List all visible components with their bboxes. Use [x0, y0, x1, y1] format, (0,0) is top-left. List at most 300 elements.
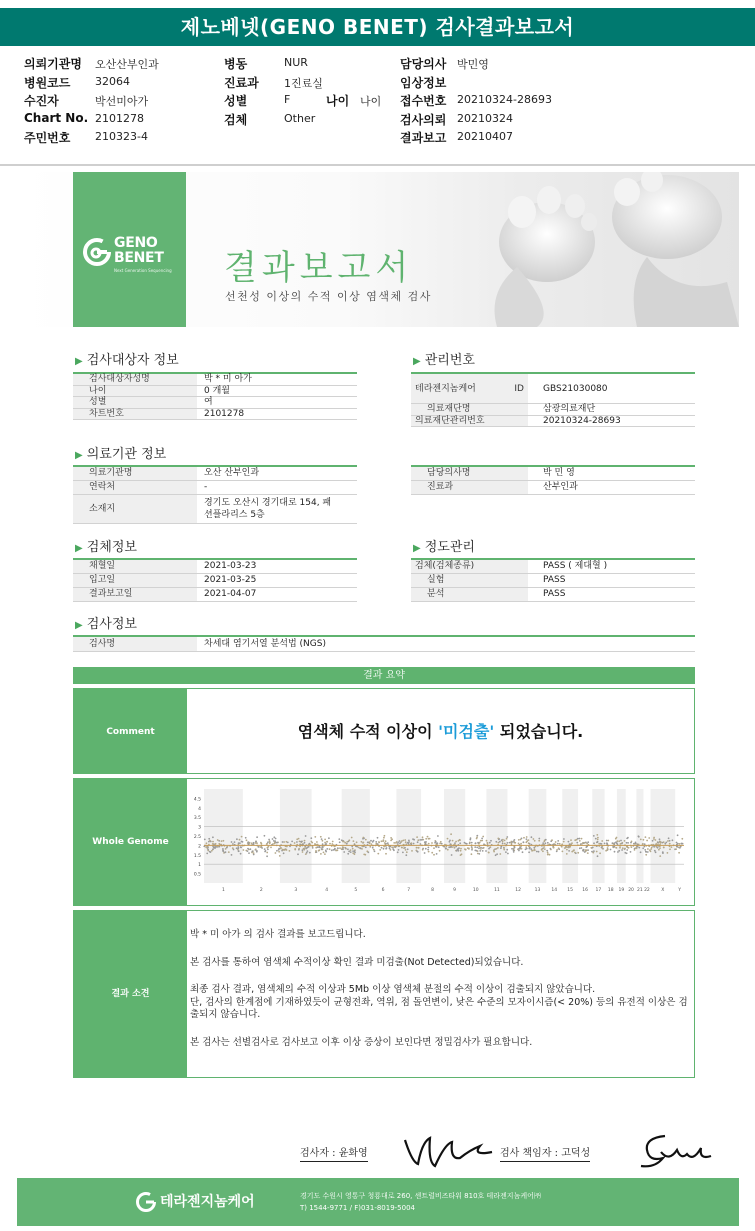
data-point — [266, 852, 268, 854]
data-point — [384, 835, 386, 837]
data-point — [640, 851, 642, 853]
data-point — [417, 841, 419, 843]
meta-value: Other — [284, 111, 316, 125]
signature-area — [300, 1132, 740, 1172]
data-point — [452, 840, 454, 842]
x-tick-label: 5 — [354, 888, 358, 893]
meta-label: Chart No. — [24, 110, 89, 125]
x-tick-label: 11 — [494, 888, 500, 893]
data-point — [441, 843, 443, 845]
x-tick-label: 12 — [515, 888, 521, 893]
data-point — [581, 838, 583, 840]
data-point — [208, 838, 210, 840]
data-point — [457, 848, 459, 850]
data-point — [329, 848, 331, 850]
data-point — [645, 851, 647, 853]
x-tick-label: 8 — [431, 888, 434, 893]
data-point — [270, 847, 272, 849]
baby-feet-illustration — [477, 172, 739, 327]
data-point — [231, 841, 233, 843]
data-point — [346, 843, 348, 845]
data-point — [284, 849, 286, 851]
data-point — [372, 847, 374, 849]
data-point — [424, 852, 426, 854]
data-point — [247, 843, 249, 845]
data-point — [272, 838, 274, 840]
data-point — [294, 842, 296, 844]
data-point — [445, 848, 447, 850]
data-point — [412, 838, 414, 840]
data-point — [474, 846, 476, 848]
data-point — [397, 851, 399, 853]
data-point — [553, 847, 555, 849]
data-point — [255, 842, 257, 844]
data-point — [483, 847, 485, 849]
meta-value: 박민영 — [457, 58, 489, 71]
data-point — [655, 851, 657, 853]
data-point — [471, 853, 473, 855]
data-point — [558, 847, 560, 849]
data-point — [372, 841, 374, 843]
data-point — [416, 847, 418, 849]
data-point — [667, 852, 669, 854]
data-point — [381, 840, 383, 842]
data-point — [298, 848, 300, 850]
data-point — [511, 848, 513, 850]
data-point — [425, 848, 427, 850]
data-point — [240, 846, 242, 848]
data-point — [640, 839, 642, 841]
data-point — [622, 847, 624, 849]
data-point — [207, 846, 209, 848]
footer-address: 경기도 수원시 영통구 청룡대로 260, 센트럴비즈타워 810호 테라젠지놈케어㈜ T) 1544-9771 / F)031-8019-5004 — [300, 1192, 541, 1212]
data-point — [631, 841, 633, 843]
data-point — [573, 849, 575, 851]
comment-highlight: '미검출' — [438, 722, 495, 741]
data-point — [586, 849, 588, 851]
data-point — [427, 836, 429, 838]
data-point — [206, 853, 208, 855]
data-point — [371, 843, 373, 845]
arrow-icon: ▶ — [75, 356, 83, 367]
data-point — [474, 850, 476, 852]
data-point — [621, 843, 623, 845]
data-point — [283, 852, 285, 854]
data-point — [422, 836, 424, 838]
data-point — [653, 837, 655, 839]
data-point — [496, 853, 498, 855]
data-point — [291, 841, 293, 843]
data-point — [616, 837, 618, 839]
data-point — [294, 848, 296, 850]
data-point — [428, 851, 430, 853]
data-point — [545, 842, 547, 844]
data-point — [559, 843, 561, 845]
data-point — [260, 842, 262, 844]
arrow-icon: ▶ — [75, 620, 83, 631]
data-point — [615, 847, 617, 849]
data-point — [247, 850, 249, 852]
data-point — [416, 850, 418, 852]
data-point — [672, 839, 674, 841]
data-point — [667, 840, 669, 842]
meta-label: 접수번호 — [400, 94, 447, 108]
data-point — [638, 836, 640, 838]
institution-doctor-table — [411, 465, 695, 495]
data-point — [390, 840, 392, 842]
data-point — [538, 851, 540, 853]
data-point — [542, 850, 544, 852]
data-point — [304, 842, 306, 844]
data-point — [438, 846, 440, 848]
meta-label: 진료과 — [224, 75, 259, 90]
tester-signature — [400, 1132, 500, 1170]
x-tick-label: 21 — [637, 888, 643, 893]
data-point — [386, 847, 388, 849]
y-tick-label: 4.5 — [193, 797, 201, 803]
chromosome-band — [280, 789, 312, 883]
meta-label: 결과보고 — [400, 131, 447, 145]
data-point — [581, 847, 583, 849]
data-point — [659, 841, 661, 843]
table-row: 의료기관명 오산 산부인과 — [73, 467, 357, 481]
meta-value: 오산산부인과 — [95, 58, 159, 71]
data-point — [635, 842, 637, 844]
data-point — [615, 841, 617, 843]
x-tick-label: 6 — [381, 888, 385, 893]
data-point — [378, 842, 380, 844]
table-row: 검사명 차세대 염기서열 분석법 (NGS) — [73, 637, 695, 652]
data-point — [212, 843, 214, 845]
data-point — [377, 853, 379, 855]
data-point — [582, 850, 584, 852]
meta-value: 1진료실 — [284, 76, 323, 90]
data-point — [557, 840, 559, 842]
data-point — [495, 854, 497, 856]
data-point — [551, 839, 553, 841]
data-point — [390, 837, 392, 839]
comment-label: Comment — [74, 689, 187, 773]
data-point — [574, 852, 576, 854]
data-point — [321, 838, 323, 840]
data-point — [417, 847, 419, 849]
data-point — [592, 852, 594, 854]
data-point — [547, 852, 549, 854]
data-point — [475, 842, 477, 844]
data-point — [326, 848, 328, 850]
comment-box — [73, 688, 695, 774]
table-row: 의료재단관리번호 20210324-28693 — [411, 416, 695, 428]
data-point — [597, 855, 599, 857]
x-tick-label: 22 — [644, 888, 650, 893]
data-point — [358, 847, 360, 849]
data-point — [342, 848, 344, 850]
data-point — [612, 842, 614, 844]
data-point — [280, 848, 282, 850]
data-point — [305, 835, 307, 837]
data-point — [447, 838, 449, 840]
table-row: 담당의사명 박 민 영 — [411, 467, 695, 481]
data-point — [597, 837, 599, 839]
data-point — [314, 836, 316, 838]
data-point — [521, 848, 523, 850]
data-point — [596, 851, 598, 853]
data-point — [264, 848, 266, 850]
data-point — [485, 850, 487, 852]
table-row: 연락처 - — [73, 481, 357, 495]
specimen-table — [73, 558, 357, 602]
data-point — [476, 838, 478, 840]
data-point — [363, 842, 365, 844]
data-point — [433, 854, 435, 856]
data-point — [411, 842, 413, 844]
data-point — [577, 852, 579, 854]
data-point — [282, 841, 284, 843]
arrow-icon: ▶ — [75, 450, 83, 461]
x-tick-label: 2 — [259, 888, 263, 893]
data-point — [460, 854, 462, 856]
data-point — [352, 848, 354, 850]
data-point — [542, 842, 544, 844]
data-point — [218, 840, 220, 842]
data-point — [481, 838, 483, 840]
data-point — [322, 843, 324, 845]
data-point — [579, 840, 581, 842]
section-heading-qc: ▶ 정도관리 — [413, 540, 475, 555]
x-tick-label: 4 — [325, 888, 329, 893]
data-point — [681, 843, 683, 845]
banner-subtitle: 선천성 이상의 수적 이상 염색체 검사 — [225, 290, 432, 303]
data-point — [261, 847, 263, 849]
data-point — [599, 852, 601, 854]
data-point — [566, 849, 568, 851]
meta-value: 박선미아가 — [95, 95, 149, 108]
x-tick-label: 7 — [407, 888, 411, 893]
data-point — [448, 846, 450, 848]
data-point — [421, 839, 423, 841]
data-point — [557, 843, 559, 845]
data-point — [536, 851, 538, 853]
section-heading-patient: ▶ 검사대상자 정보 — [75, 353, 179, 368]
data-point — [370, 840, 372, 842]
data-point — [645, 854, 647, 856]
data-point — [642, 843, 644, 845]
data-point — [534, 849, 536, 851]
data-point — [393, 842, 395, 844]
data-point — [495, 841, 497, 843]
data-point — [606, 843, 608, 845]
y-tick-label: 3.5 — [193, 816, 201, 822]
data-point — [624, 840, 626, 842]
arrow-icon: ▶ — [413, 356, 421, 367]
data-point — [654, 850, 656, 852]
data-point — [211, 850, 213, 852]
data-point — [659, 855, 661, 857]
data-point — [318, 849, 320, 851]
data-point — [499, 853, 501, 855]
data-point — [248, 852, 250, 854]
data-point — [278, 851, 280, 853]
data-point — [387, 842, 389, 844]
data-point — [621, 849, 623, 851]
data-point — [373, 849, 375, 851]
section-heading-institution: ▶ 의료기관 정보 — [75, 447, 167, 462]
findings-paragraph: 본 검사를 통하여 염색체 수적이상 확인 결과 미검출(Not Detected)되었습니다. — [190, 956, 524, 968]
data-point — [619, 847, 621, 849]
data-point — [450, 846, 452, 848]
data-point — [279, 855, 281, 857]
data-point — [239, 839, 241, 841]
meta-value: F — [284, 93, 291, 106]
logo-subtext: Next Generation Sequencing — [114, 268, 172, 273]
data-point — [223, 840, 225, 842]
data-point — [354, 850, 356, 852]
data-point — [513, 849, 515, 851]
data-point — [490, 840, 492, 842]
data-point — [644, 849, 646, 851]
chromosome-band — [486, 789, 507, 883]
data-point — [665, 842, 667, 844]
data-point — [350, 849, 352, 851]
data-point — [476, 835, 478, 837]
data-point — [324, 842, 326, 844]
x-tick-label: X — [661, 888, 665, 893]
data-point — [496, 848, 498, 850]
data-point — [221, 840, 223, 842]
chromosome-band — [396, 789, 421, 883]
data-point — [478, 848, 480, 850]
data-point — [383, 846, 385, 848]
data-point — [256, 851, 258, 853]
data-point — [267, 849, 269, 851]
data-point — [251, 851, 253, 853]
data-point — [440, 841, 442, 843]
y-tick-label: 0.5 — [193, 872, 201, 878]
data-point — [302, 851, 304, 853]
data-point — [586, 846, 588, 848]
data-point — [219, 846, 221, 848]
data-point — [345, 847, 347, 849]
data-point — [416, 836, 418, 838]
data-point — [356, 841, 358, 843]
data-point — [246, 839, 248, 841]
data-point — [343, 851, 345, 853]
data-point — [238, 842, 240, 844]
data-point — [303, 849, 305, 851]
data-point — [679, 843, 681, 845]
section-heading-specimen: ▶ 검체정보 — [75, 540, 137, 555]
chromosome-band — [562, 789, 578, 883]
data-point — [264, 835, 266, 837]
data-point — [627, 842, 629, 844]
data-point — [379, 849, 381, 851]
data-point — [511, 843, 513, 845]
data-point — [456, 850, 458, 852]
data-point — [500, 847, 502, 849]
data-point — [228, 851, 230, 853]
data-point — [509, 842, 511, 844]
data-point — [350, 851, 352, 853]
data-point — [320, 853, 322, 855]
data-point — [600, 843, 602, 845]
data-point — [315, 847, 317, 849]
data-point — [569, 843, 571, 845]
data-point — [268, 839, 270, 841]
data-point — [663, 846, 665, 848]
data-point — [331, 843, 333, 845]
data-point — [241, 841, 243, 843]
data-point — [383, 848, 385, 850]
data-point — [362, 837, 364, 839]
data-point — [644, 843, 646, 845]
data-point — [570, 839, 572, 841]
data-point — [408, 843, 410, 845]
data-point — [584, 842, 586, 844]
data-point — [431, 842, 433, 844]
data-point — [680, 846, 682, 848]
meta-value: 나이 — [360, 95, 382, 108]
data-point — [469, 839, 471, 841]
data-point — [404, 839, 406, 841]
data-point — [351, 837, 353, 839]
data-point — [289, 850, 291, 852]
data-point — [209, 851, 211, 853]
arrow-icon: ▶ — [413, 543, 421, 554]
table-row: 입고일 2021-03-25 — [73, 574, 357, 588]
management-table — [411, 372, 695, 427]
data-point — [648, 837, 650, 839]
footer-logo — [135, 1191, 255, 1213]
data-point — [480, 848, 482, 850]
y-tick-label: 1.5 — [193, 853, 201, 859]
data-point — [479, 850, 481, 852]
data-point — [471, 842, 473, 844]
data-point — [407, 848, 409, 850]
data-point — [250, 848, 252, 850]
data-point — [662, 851, 664, 853]
data-point — [396, 841, 398, 843]
data-point — [502, 843, 504, 845]
y-tick-label: 1 — [198, 863, 201, 869]
data-point — [365, 839, 367, 841]
y-tick-label: 2 — [198, 844, 201, 850]
data-point — [655, 839, 657, 841]
chromosome-band — [650, 789, 675, 883]
data-point — [505, 851, 507, 853]
data-point — [647, 848, 649, 850]
data-point — [546, 850, 548, 852]
data-point — [417, 839, 419, 841]
table-row: 의료재단명 삼광의료재단 — [411, 404, 695, 416]
data-point — [266, 855, 268, 857]
data-point — [336, 849, 338, 851]
meta-value: NUR — [284, 56, 308, 69]
data-point — [607, 840, 609, 842]
table-row: 나이 0 개월 — [73, 386, 357, 398]
data-point — [347, 848, 349, 850]
x-tick-label: 15 — [567, 888, 574, 893]
data-point — [422, 848, 424, 850]
data-point — [322, 846, 324, 848]
data-point — [646, 840, 648, 842]
data-point — [360, 847, 362, 849]
data-point — [593, 835, 595, 837]
data-point — [571, 851, 573, 853]
data-point — [465, 843, 467, 845]
data-point — [443, 846, 445, 848]
data-point — [659, 838, 661, 840]
meta-header — [24, 55, 744, 148]
